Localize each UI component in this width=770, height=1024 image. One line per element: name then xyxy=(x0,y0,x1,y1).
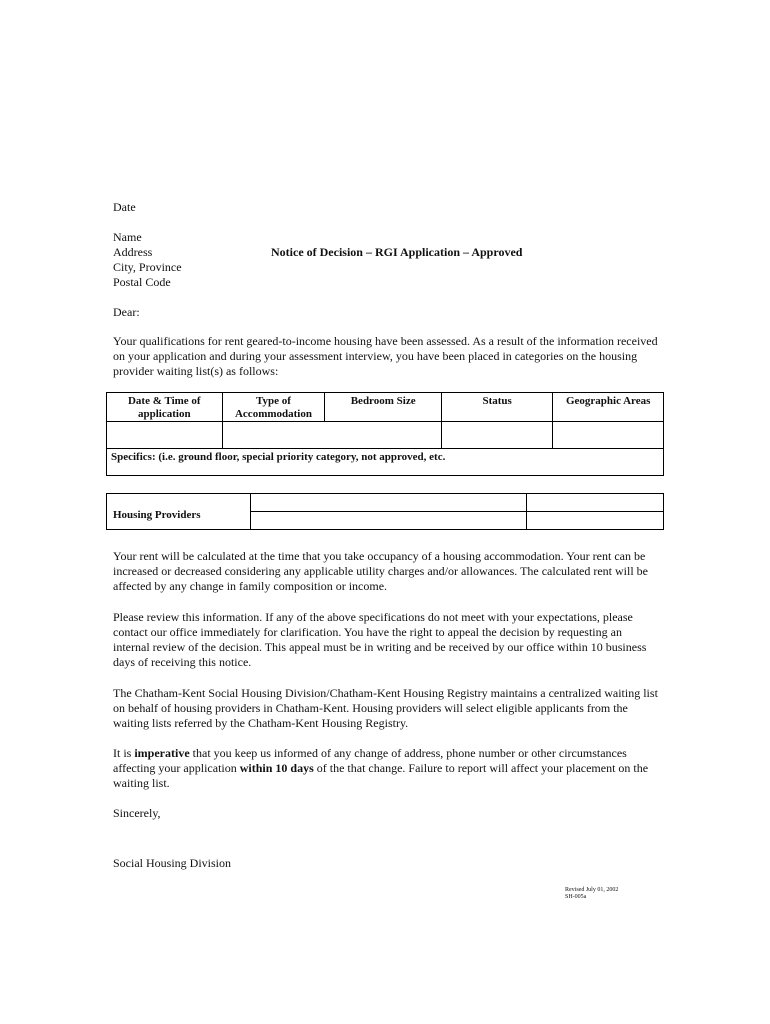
registry-paragraph: The Chatham-Kent Social Housing Division/Chatham-Kent Housing Registry maintains a centralized waiting list on behalf of housing providers in Chatham-Kent. Housing providers will select eligible applicants from the waiting lists referred by the Chatham-Kent Housing Registry. xyxy=(113,686,658,730)
header-date-time: Date & Time of application xyxy=(107,393,223,422)
cell-status xyxy=(441,422,552,449)
date-line: Date xyxy=(113,200,136,214)
provider-cell xyxy=(527,494,664,512)
header-geographic-areas: Geographic Areas xyxy=(553,393,664,422)
revised-date: Revised July 01, 2002 xyxy=(565,887,619,893)
name-line: Name xyxy=(113,230,142,244)
page-title: Notice of Decision – RGI Application – Approved xyxy=(271,245,523,259)
cell-accommodation xyxy=(222,422,325,449)
signature-line: Social Housing Division xyxy=(113,856,232,870)
waitlist-table xyxy=(106,392,664,476)
salutation: Dear: xyxy=(113,305,140,319)
intro-paragraph: Your qualifications for rent geared-to-income housing have been assessed. As a result of the information received on your application and during your assessment interview, you have been placed in categories on the housing provider waiting list(s) as follows: xyxy=(113,334,658,378)
header-bedroom-size: Bedroom Size xyxy=(325,393,442,422)
cell-geographic-areas xyxy=(553,422,664,449)
postal-line: Postal Code xyxy=(113,275,171,289)
providers-label: Housing Providers xyxy=(107,494,251,530)
emphasis-within-10-days: within 10 days xyxy=(239,761,314,775)
address-line: Address xyxy=(113,245,153,259)
header-status: Status xyxy=(441,393,552,422)
rent-paragraph: Your rent will be calculated at the time that you take occupancy of a housing accommodation. Your rent can be increased or decreased considering any applicable utility charges and/or allowances. The calculated rent will be affected by any change in family composition or income. xyxy=(113,549,649,593)
closing-sincerely: Sincerely, xyxy=(113,806,161,820)
emphasis-imperative: imperative xyxy=(134,746,190,760)
cell-date-time xyxy=(107,422,223,449)
provider-cell xyxy=(251,512,527,530)
providers-table xyxy=(106,493,664,530)
header-accommodation: Type of Accommodation xyxy=(222,393,325,422)
review-paragraph: Please review this information. If any of the above specifications do not meet with your expectations, please contact our office immediately for clarification. You have the right to appeal the decision by requesting an internal review of the decision. This appeal must be in writing and be received by our office within 10 business days of receiving this notice. xyxy=(113,610,647,669)
specifics-cell: Specifics: (i.e. ground floor, special priority category, not approved, etc. xyxy=(107,449,664,476)
cell-bedroom-size xyxy=(325,422,442,449)
provider-cell xyxy=(251,494,527,512)
city-line: City, Province xyxy=(113,260,182,274)
inform-paragraph: It is imperative that you keep us informed of any change of address, phone number or other circumstances affecting your application within 10 days of the that change. Failure to report will affect your placement on the waiting list. xyxy=(113,746,649,790)
form-code: SH-005a xyxy=(565,894,587,900)
provider-cell xyxy=(527,512,664,530)
